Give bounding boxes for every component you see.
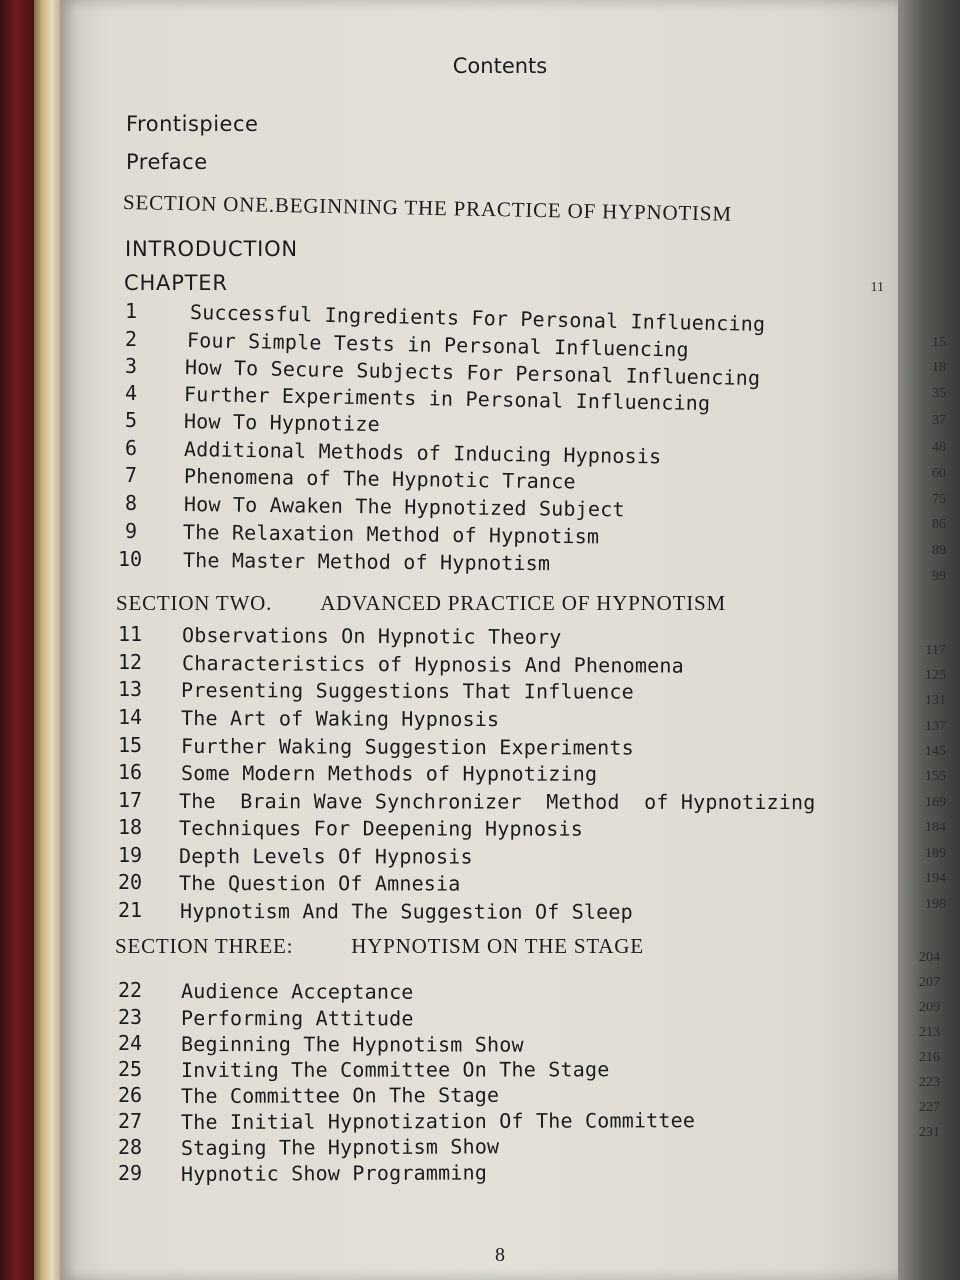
chapter-number: 5: [125, 408, 138, 432]
introduction-label: INTRODUCTION: [125, 237, 298, 261]
chapter-page-number: 35: [932, 386, 946, 401]
chapter-page-number: 99: [932, 569, 946, 584]
chapter-title: Beginning The Hypnotism Show: [180, 1032, 524, 1057]
chapter-title: Successful Ingredients For Personal Influencing: [189, 300, 766, 337]
chapter-page-number: 131: [925, 693, 946, 708]
chapter-page-number: 189: [925, 846, 946, 861]
section-two-heading: [116, 591, 726, 616]
chapter-number: 8: [125, 491, 138, 515]
section-three-label: SECTION THREE:: [115, 934, 294, 958]
chapter-number: 27: [118, 1109, 143, 1133]
chapter-page-number: 15: [932, 335, 946, 350]
chapter-page-number: 169: [925, 795, 946, 810]
book-cover-edge: [0, 0, 34, 1280]
chapter-number: 24: [118, 1031, 143, 1055]
front-matter-preface: Preface: [126, 150, 208, 174]
chapter-title: Performing Attitude: [180, 1006, 414, 1031]
chapter-title: Hypnotism And The Suggestion Of Sleep: [179, 899, 633, 924]
chapter-page-number: 18: [932, 360, 946, 375]
chapter-page-number: 137: [925, 719, 946, 734]
chapter-page-number: 216: [919, 1050, 940, 1065]
page-title: Contents: [452, 54, 548, 78]
chapter-page-number: 75: [932, 492, 946, 507]
chapter-title: Phenomena of The Hypnotic Trance: [183, 464, 576, 494]
chapter-page-number: 37: [932, 413, 946, 428]
chapter-page-number: 117: [925, 643, 946, 658]
chapter-number: 21: [118, 898, 143, 922]
chapter-title: The Art of Waking Hypnosis: [180, 706, 500, 732]
chapter-page-number: 60: [932, 466, 946, 481]
section-one-heading: [123, 190, 732, 227]
chapter-title: Further Experiments in Personal Influencing: [183, 382, 711, 416]
chapter-title: Characteristics of Hypnosis And Phenomena: [181, 651, 684, 678]
chapter-page-number: 231: [919, 1125, 940, 1140]
chapter-title: Depth Levels Of Hypnosis: [178, 844, 473, 869]
chapter-number: 13: [118, 677, 143, 701]
chapter-page-number: 89: [932, 543, 946, 558]
chapter-page-number: 86: [932, 517, 946, 532]
chapter-column-page: 11: [870, 280, 884, 295]
chapter-label: CHAPTER: [124, 271, 228, 295]
chapter-title: Additional Methods of Inducing Hypnosis: [183, 437, 662, 469]
chapter-number: 9: [125, 519, 138, 543]
chapter-number: 7: [125, 463, 138, 487]
chapter-number: 17: [118, 788, 143, 812]
chapter-number: 29: [118, 1161, 143, 1185]
chapter-title: Inviting The Committee On The Stage: [180, 1057, 610, 1082]
section-one-title: BEGINNING THE PRACTICE OF HYPNOTISM: [274, 192, 733, 226]
chapter-title: Staging The Hypnotism Show: [180, 1134, 500, 1160]
chapter-number: 19: [118, 843, 143, 867]
chapter-number: 23: [118, 1005, 143, 1029]
section-three-title: HYPNOTISM ON THE STAGE: [351, 934, 644, 958]
chapter-title: Techniques For Deepening Hypnosis: [178, 816, 583, 841]
chapter-title: Further Waking Suggestion Experiments: [180, 734, 634, 760]
chapter-page-number: 213: [919, 1025, 940, 1040]
chapter-title: The Relaxation Method of Hypnotism: [182, 520, 600, 549]
chapter-page-number: 204: [919, 950, 940, 965]
chapter-number: 3: [125, 354, 138, 378]
chapter-page-number: 227: [919, 1100, 940, 1115]
chapter-title: The Question Of Amnesia: [178, 871, 461, 896]
chapter-number: 2: [125, 327, 138, 351]
page-number: 8: [495, 1244, 505, 1266]
chapter-title: The Initial Hypnotization Of The Committee: [180, 1108, 696, 1134]
section-one-label: SECTION ONE.: [122, 190, 276, 217]
chapter-page-number: 145: [925, 744, 946, 759]
chapter-number: 22: [118, 978, 143, 1002]
chapter-page-number: 125: [925, 668, 946, 683]
chapter-number: 14: [118, 705, 143, 729]
section-three-heading: [115, 934, 644, 959]
chapter-number: 6: [125, 436, 138, 460]
chapter-title: Observations On Hypnotic Theory: [181, 623, 562, 649]
chapter-page-number: 207: [919, 975, 940, 990]
chapter-title: How To Secure Subjects For Personal Influencing: [184, 355, 761, 391]
chapter-title: Hypnotic Show Programming: [180, 1160, 488, 1186]
chapter-title: How To Awaken The Hypnotized Subject: [183, 492, 625, 522]
chapter-title: Presenting Suggestions That Influence: [180, 678, 634, 704]
book-page: [60, 0, 946, 1280]
chapter-number: 4: [125, 381, 138, 405]
chapter-page-number: 48: [932, 440, 946, 455]
chapter-title: The Brain Wave Synchronizer Method of Hypnotizing: [178, 789, 816, 815]
chapter-number: 16: [118, 760, 143, 784]
chapter-title: The Committee On The Stage: [180, 1082, 500, 1108]
chapter-number: 20: [118, 870, 143, 894]
chapter-title: How To Hypnotize: [183, 409, 381, 437]
chapter-number: 28: [118, 1135, 143, 1159]
front-matter-frontispiece: Frontispiece: [126, 112, 259, 136]
chapter-number: 18: [118, 815, 143, 839]
chapter-page-number: 184: [925, 820, 946, 835]
chapter-number: 12: [118, 650, 143, 674]
chapter-page-number: 198: [925, 897, 946, 912]
chapter-page-number: 194: [925, 871, 946, 886]
section-two-title: ADVANCED PRACTICE OF HYPNOTISM: [320, 591, 726, 615]
chapter-number: 15: [118, 733, 143, 757]
chapter-page-number: 155: [925, 769, 946, 784]
section-two-label: SECTION TWO.: [116, 591, 273, 615]
chapter-title: Audience Acceptance: [180, 979, 414, 1004]
chapter-title: The Master Method of Hypnotism: [182, 548, 551, 576]
chapter-number: 10: [118, 547, 143, 571]
chapter-number: 11: [118, 622, 143, 646]
chapter-number: 25: [118, 1057, 143, 1081]
chapter-title: Some Modern Methods of Hypnotizing: [180, 761, 598, 786]
chapter-number: 1: [125, 299, 138, 323]
chapter-page-number: 223: [919, 1075, 940, 1090]
chapter-page-number: 209: [919, 1000, 940, 1015]
chapter-title: Four Simple Tests in Personal Influencing: [186, 328, 690, 362]
chapter-number: 26: [118, 1083, 143, 1107]
